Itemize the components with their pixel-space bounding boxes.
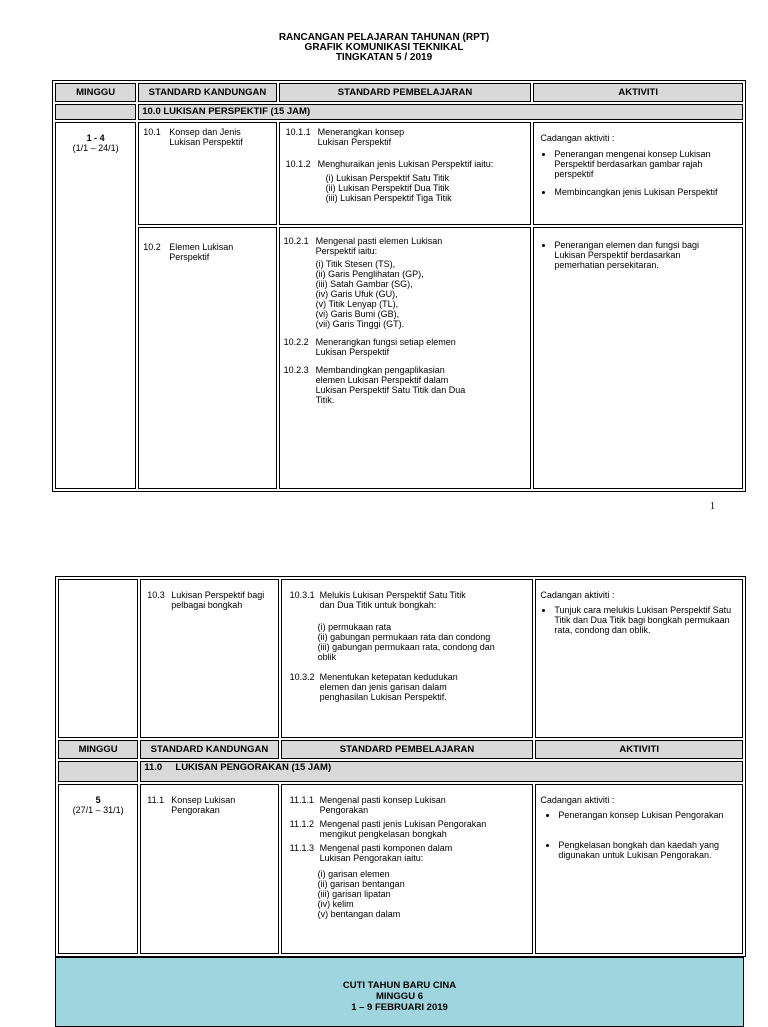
kandungan-cell <box>138 122 276 225</box>
aktiviti-intro: Cadangan aktiviti : <box>540 795 615 805</box>
kandungan-number: 10.1 <box>143 127 161 137</box>
list-item: (ii) garisan bentangan <box>317 879 405 889</box>
list-item: • Pengkelasan bongkah dan kaedah yang digunakan untuk Lukisan Pengorakan. <box>558 840 732 860</box>
sp-text: Menentukan ketepatan kedudukan elemen dan jenis garisan dalam penghasilan Lukisan Perspektif. <box>319 672 458 702</box>
sp-number: 10.3.1 <box>289 590 315 600</box>
holiday-banner <box>55 957 744 1027</box>
sp-number: 11.1.3 <box>289 843 314 853</box>
rpt-table-page1 <box>52 80 746 492</box>
sp-text: Menerangkan konsep Lukisan Perspektif <box>317 127 405 147</box>
column-header-kandungan: STANDARD KANDUNGAN <box>138 83 276 102</box>
list-item: (iv) kelim <box>317 899 354 909</box>
column-header-aktiviti: AKTIVITI <box>535 740 743 759</box>
pembelajaran-cell <box>281 579 534 738</box>
list-item: (i) permukaan rata <box>317 622 392 632</box>
pembelajaran-cell <box>279 227 532 489</box>
sp-text: Mengenal pasti komponen dalam Lukisan Pengorakan iaitu: <box>319 843 453 863</box>
pembelajaran-cell <box>281 784 534 954</box>
subject-title: GRAFIK KOMUNIKASI TEKNIKAL <box>304 42 464 53</box>
sp-text: Menerangkan fungsi setiap elemen Lukisan Perspektif <box>315 337 456 357</box>
kandungan-cell <box>138 227 276 489</box>
section-title: 11.0 LUKISAN PENGORAKAN (15 JAM) <box>140 761 743 782</box>
section-title: 10.0 LUKISAN PERSPEKTIF (15 JAM) <box>138 104 743 120</box>
week-dates: (27/1 – 31/1) <box>72 805 124 815</box>
week-cell <box>58 579 138 738</box>
week-cell <box>58 784 138 954</box>
list-item: (i) Titik Stesen (TS), <box>315 259 396 269</box>
list-item: (v) Titik Lenyap (TL), <box>315 299 399 309</box>
kandungan-number: 11.1 <box>147 795 165 805</box>
pembelajaran-cell <box>279 122 532 225</box>
column-header-aktiviti: AKTIVITI <box>533 83 743 102</box>
sp-text: Menghuraikan jenis Lukisan Perspektif iaitu: <box>317 159 494 169</box>
list-item: (ii) Lukisan Perspektif Dua Titik <box>325 183 450 193</box>
list-item: (iii) gabungan permukaan rata, condong dan oblik <box>317 642 495 662</box>
kandungan-text: Elemen Lukisan Perspektif <box>169 242 234 262</box>
list-item: (iii) Lukisan Perspektif Tiga Titik <box>325 193 452 203</box>
list-item: (v) bentangan dalam <box>317 909 401 919</box>
kandungan-number: 10.2 <box>143 242 161 252</box>
list-item: • Penerangan elemen dan fungsi bagi Lukisan Perspektif berdasarkan pemerhatian persekitaran. <box>554 240 732 270</box>
list-item: (iv) Garis Ufuk (GU), <box>315 289 398 299</box>
aktiviti-cell <box>535 579 743 738</box>
list-item: (ii) gabungan permukaan rata dan condong <box>317 632 491 642</box>
list-item: • Tunjuk cara melukis Lukisan Perspektif Satu Titik dan Dua Titik bagi bongkah permukaan rata, condong dan oblik. <box>554 605 732 635</box>
section-shade-cell <box>55 104 136 120</box>
sp-text: Mengenal pasti elemen Lukisan Perspektif iaitu: <box>315 236 443 256</box>
kandungan-cell <box>140 579 278 738</box>
sp-number: 10.2.2 <box>283 337 309 347</box>
list-item: (ii) Garis Penglihatan (GP), <box>315 269 424 279</box>
holiday-dates: 1 – 9 FEBRUARI 2019 <box>351 1002 448 1013</box>
column-header-pembelajaran: STANDARD PEMBELAJARAN <box>279 83 532 102</box>
aktiviti-cell <box>535 784 743 954</box>
sp-number: 10.2.1 <box>283 236 309 246</box>
column-header-minggu: MINGGU <box>55 83 136 102</box>
week-number: 1 - 4 <box>86 133 105 143</box>
list-item: • Penerangan konsep Lukisan Pengorakan <box>558 810 732 820</box>
holiday-title: CUTI TAHUN BARU CINA <box>342 980 457 991</box>
sp-number: 10.2.3 <box>283 365 309 375</box>
list-item: • Membincangkan jenis Lukisan Perspektif <box>554 187 732 197</box>
kandungan-text: Konsep dan Jenis Lukisan Perspektif <box>169 127 243 147</box>
document-title: RANCANGAN PELAJARAN TAHUNAN (RPT) <box>278 32 490 43</box>
sp-text: Mengenal pasti konsep Lukisan Pengorakan <box>319 795 446 815</box>
sp-number: 10.1.2 <box>285 159 311 169</box>
aktiviti-cell <box>533 122 743 225</box>
form-title: TINGKATAN 5 / 2019 <box>335 52 433 63</box>
list-item: (vi) Garis Bumi (GB), <box>315 309 400 319</box>
list-item: (iii) Satah Gambar (SG), <box>315 279 413 289</box>
kandungan-number: 10.3 <box>147 590 165 600</box>
aktiviti-cell <box>533 227 743 489</box>
page-number: 1 <box>710 501 715 512</box>
list-item: (i) garisan elemen <box>317 869 390 879</box>
column-header-minggu: MINGGU <box>58 740 138 759</box>
sp-number: 11.1.2 <box>289 819 314 829</box>
column-header-pembelajaran: STANDARD PEMBELAJARAN <box>281 740 534 759</box>
week-number: 5 <box>95 795 101 805</box>
kandungan-text: Lukisan Perspektif bagi pelbagai bongkah <box>171 590 265 610</box>
sp-text: Melukis Lukisan Perspektif Satu Titik dan Dua Titik untuk bongkah: <box>319 590 466 610</box>
sp-number: 11.1.1 <box>289 795 314 805</box>
rpt-table-page2 <box>55 576 746 957</box>
list-item: (vii) Garis Tinggi (GT). <box>315 319 405 329</box>
kandungan-cell <box>140 784 278 954</box>
list-item: (i) Lukisan Perspektif Satu Titik <box>325 173 450 183</box>
list-item: • Penerangan mengenai konsep Lukisan Perspektif berdasarkan gambar rajah perspektif <box>554 149 732 179</box>
section-shade-cell <box>58 761 138 782</box>
holiday-week: MINGGU 6 <box>376 991 423 1002</box>
sp-number: 10.1.1 <box>285 127 311 137</box>
list-item: (iii) garisan lipatan <box>317 889 391 899</box>
kandungan-text: Konsep Lukisan Pengorakan <box>171 795 236 815</box>
sp-text: Membandingkan pengaplikasian elemen Lukisan Perspektif dalam Lukisan Perspektif Satu Titik dan Dua Titik. <box>315 365 466 405</box>
week-cell <box>55 122 136 489</box>
column-header-kandungan: STANDARD KANDUNGAN <box>140 740 278 759</box>
sp-number: 10.3.2 <box>289 672 315 682</box>
aktiviti-intro: Cadangan aktiviti : <box>540 590 615 600</box>
aktiviti-intro: Cadangan aktiviti : <box>540 133 615 143</box>
week-dates: (1/1 – 24/1) <box>72 143 119 153</box>
sp-text: Mengenal pasti jenis Lukisan Pengorakan mengikut pengkelasan bongkah <box>319 819 487 839</box>
